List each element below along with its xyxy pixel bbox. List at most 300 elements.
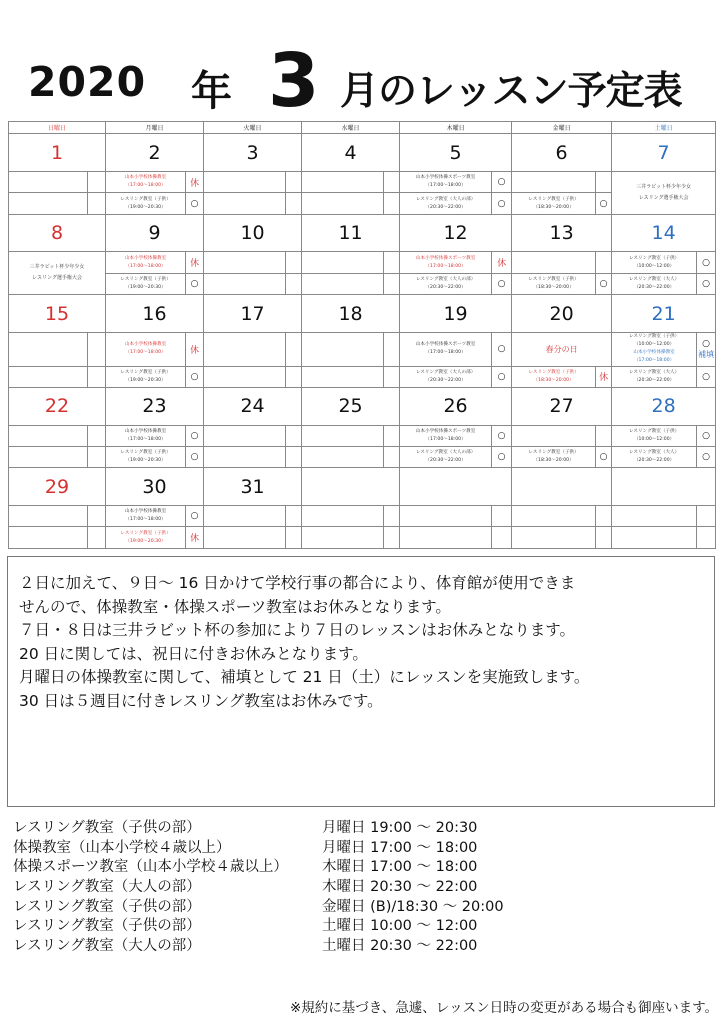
lesson-item [9, 527, 88, 549]
lesson-item [512, 193, 596, 214]
lesson-status [697, 506, 716, 527]
lesson-item [9, 332, 88, 366]
lesson-item [106, 193, 186, 214]
lesson-item [106, 506, 186, 527]
lesson-item [302, 171, 384, 192]
lesson-status [492, 366, 512, 387]
status-mark: ○ [702, 430, 711, 441]
day-number: 18 [302, 295, 400, 333]
lesson-text: レスリング教室（子供） [120, 276, 171, 282]
weekday-header: 火曜日 [204, 122, 302, 134]
notice-line: ７日・８日は三井ラビット杯の参加により７日のレッスンはお休みとなります。 [19, 621, 575, 640]
lesson-status [384, 273, 400, 294]
lesson-status [88, 506, 106, 527]
lesson-status [596, 447, 612, 468]
lesson-text: （20:30～22:00） [633, 458, 675, 464]
day-number [512, 468, 612, 506]
day-number: 2 [106, 134, 204, 172]
notice-line: せんので、体操教室・体操スポーツ教室はお休みとなります。 [19, 597, 451, 616]
schedule-row [13, 839, 713, 859]
lesson-status [492, 425, 512, 446]
lesson-text: （10:00～12:00） [633, 342, 675, 348]
lesson-status [186, 332, 204, 366]
title-year-unit: 年 [191, 67, 232, 115]
lesson-status [286, 447, 302, 468]
schedule-time: 土曜日 10:00 ～ 12:00 [322, 918, 478, 935]
schedule-class: レスリング教室（子供の部） [13, 898, 201, 915]
lesson-item [400, 252, 492, 273]
day-number [400, 468, 512, 506]
lesson-status [492, 527, 512, 549]
lesson-text: レスリング教室（子供） [120, 530, 171, 536]
page-title [0, 38, 724, 124]
lesson-status [492, 252, 512, 273]
weekday-header: 土曜日 [612, 122, 716, 134]
lesson-text: 山本小学校体操スポーツ教室 [415, 175, 476, 181]
notice-line: ２日に加えて、９日～ 16 日かけて学校行事の都合により、体育館が使用できま [19, 574, 576, 592]
lesson-text: （18:30～20:00） [533, 284, 574, 290]
lesson-status [384, 506, 400, 527]
lesson-status [384, 425, 400, 446]
lesson-item [302, 193, 384, 214]
lesson-text: レスリング教室（子供） [120, 450, 171, 456]
status-mark: ○ [702, 257, 711, 268]
schedule-class: 体操スポーツ教室（山本小学校４歳以上） [13, 859, 288, 876]
lesson-text: （17:00～18:00） [125, 350, 166, 356]
status-mark: 休 [599, 373, 609, 384]
lesson-status [492, 447, 512, 468]
schedule-class: レスリング教室（子供の部） [13, 918, 201, 935]
lesson-item [106, 366, 186, 387]
lesson-item [400, 332, 492, 366]
lesson-text: （20:30～22:00） [425, 458, 466, 464]
schedule-class: レスリング教室（大人の部） [13, 938, 201, 955]
lesson-status [492, 506, 512, 527]
lesson-status [186, 171, 204, 192]
lesson-item [512, 171, 596, 192]
lesson-item [302, 425, 384, 446]
weekday-header: 日曜日 [9, 122, 106, 134]
lesson-status [596, 506, 612, 527]
lesson-item [400, 447, 492, 468]
lesson-item [512, 273, 596, 294]
schedule-time: 金曜日 (B)/18:30 ～ 20:00 [322, 898, 504, 915]
day-number: 19 [400, 295, 512, 333]
lesson-status [697, 332, 716, 366]
lesson-status [186, 193, 204, 214]
status-mark: ○ [497, 452, 506, 463]
schedule-row [13, 917, 713, 937]
day-number: 4 [302, 134, 400, 172]
lesson-status [384, 252, 400, 273]
lesson-text: （20:30～22:00） [633, 377, 675, 383]
lesson-item [106, 252, 186, 273]
lesson-item [204, 425, 286, 446]
lesson-status [492, 332, 512, 366]
lesson-item [204, 171, 286, 192]
lesson-item [302, 506, 384, 527]
notice-box [7, 556, 715, 807]
schedule-row [13, 858, 713, 878]
lesson-text: レスリング教室（子供） [628, 255, 680, 261]
status-mark: 休 [190, 259, 200, 270]
lesson-item [9, 425, 88, 446]
status-mark: ○ [497, 430, 506, 441]
day-number: 29 [9, 468, 106, 506]
lesson-text: 山本小学校体操スポーツ教室 [415, 428, 476, 434]
lesson-status [596, 171, 612, 192]
day-number: 27 [512, 387, 612, 425]
schedule-time: 月曜日 17:00 ～ 18:00 [322, 839, 478, 856]
lesson-item [302, 252, 384, 273]
lesson-text: （17:00～18:00） [425, 350, 466, 356]
lesson-text: 山本小学校体操スポーツ教室 [415, 255, 476, 261]
lesson-item [9, 193, 88, 214]
lesson-status [697, 425, 716, 446]
notice-line: 30 日は５週目に付きレスリング教室はお休みです。 [19, 691, 383, 710]
lesson-text: レスリング教室（子供） [628, 428, 680, 434]
lesson-text: （10:00～12:00） [633, 263, 675, 269]
lesson-text: レスリング教室（大人の部） [415, 369, 476, 375]
lesson-text: （18:30～20:00） [533, 377, 574, 383]
lesson-item [400, 527, 492, 549]
lesson-item [204, 447, 286, 468]
lesson-item [204, 273, 286, 294]
status-mark: ○ [497, 198, 506, 209]
day-number: 7 [612, 134, 716, 172]
weekday-header: 水曜日 [302, 122, 400, 134]
lesson-status [492, 171, 512, 192]
day-number: 9 [106, 214, 204, 252]
day-number: 3 [204, 134, 302, 172]
lesson-status [492, 273, 512, 294]
status-mark: ○ [599, 452, 608, 463]
status-mark: ○ [497, 278, 506, 289]
lesson-status [186, 425, 204, 446]
title-year: 2020 [28, 58, 147, 106]
lesson-item [512, 447, 596, 468]
lesson-text: 山本小学校体操教室 [124, 509, 167, 515]
lesson-status [286, 425, 302, 446]
day-number: 20 [512, 295, 612, 333]
day-number: 17 [204, 295, 302, 333]
lesson-status [88, 447, 106, 468]
lesson-status [492, 193, 512, 214]
lesson-status [88, 332, 106, 366]
lesson-item [400, 171, 492, 192]
lesson-item [9, 506, 88, 527]
day-number: 24 [204, 387, 302, 425]
lesson-item [512, 527, 596, 549]
lesson-item [400, 193, 492, 214]
event-line: 三井ラビット杯少年少女 [29, 264, 85, 271]
day-number: 14 [612, 214, 716, 252]
lesson-item [400, 425, 492, 446]
schedule-time: 土曜日 20:30 ～ 22:00 [322, 938, 478, 955]
lesson-text: （10:00～12:00） [633, 436, 675, 442]
lesson-status [697, 527, 716, 549]
lesson-item [204, 506, 286, 527]
lesson-item [612, 506, 697, 527]
schedule-time: 木曜日 20:30 ～ 22:00 [322, 879, 478, 896]
day-number: 15 [9, 295, 106, 333]
lesson-item [106, 527, 186, 549]
day-number [302, 468, 400, 506]
day-number: 8 [9, 214, 106, 252]
lesson-status [88, 527, 106, 549]
lesson-item [512, 366, 596, 387]
lesson-item [204, 193, 286, 214]
status-mark: ○ [190, 511, 199, 522]
title-rest: 月のレッスン予定表 [340, 69, 682, 114]
day-number: 21 [612, 295, 716, 333]
lesson-text: 山本小学校体操教室 [633, 350, 675, 356]
lesson-status [697, 273, 716, 294]
status-mark: 休 [497, 259, 507, 270]
lesson-item [302, 366, 384, 387]
lesson-status [186, 366, 204, 387]
lesson-status [596, 252, 612, 273]
status-mark: ○ [702, 338, 711, 349]
day-number: 13 [512, 214, 612, 252]
lesson-text: （18:30～20:00） [533, 458, 574, 464]
lesson-item [612, 252, 697, 273]
lesson-status [88, 193, 106, 214]
schedule-time: 月曜日 19:00 ～ 20:30 [322, 820, 478, 836]
lesson-item [204, 527, 286, 549]
weekday-header: 月曜日 [106, 122, 204, 134]
lesson-item [612, 366, 697, 387]
lesson-text: （17:00～18:00） [425, 436, 466, 442]
lesson-item [512, 506, 596, 527]
lesson-status [596, 193, 612, 214]
lesson-text: レスリング教室（子供） [120, 196, 171, 202]
lesson-item [106, 425, 186, 446]
day-number: 26 [400, 387, 512, 425]
lesson-status [384, 171, 400, 192]
lesson-text: レスリング教室（大人） [628, 276, 680, 282]
lesson-item [9, 171, 88, 192]
lesson-text: 山本小学校体操教室 [124, 255, 167, 261]
status-mark: ○ [497, 344, 506, 355]
lesson-text: （20:30～22:00） [425, 377, 466, 383]
lesson-status [186, 527, 204, 549]
weekday-header: 木曜日 [400, 122, 512, 134]
status-mark: ○ [190, 371, 199, 382]
lesson-status [384, 527, 400, 549]
lesson-item [302, 332, 384, 366]
day-number: 23 [106, 387, 204, 425]
status-mark: ○ [190, 452, 199, 463]
lesson-status [697, 447, 716, 468]
lesson-text: レスリング教室（子供） [528, 369, 579, 375]
notice-line: 月曜日の体操教室に関して、補填として 21 日（土）にレッスンを実施致します。 [19, 668, 590, 687]
day-number [612, 468, 716, 506]
lesson-text: （19:00～20:30） [125, 458, 166, 464]
lesson-text: レスリング教室（子供） [120, 369, 171, 375]
lesson-item [512, 252, 596, 273]
status-mark: ○ [702, 452, 711, 463]
lesson-status [88, 366, 106, 387]
lesson-text: レスリング教室（大人の部） [415, 276, 476, 282]
day-number: 25 [302, 387, 400, 425]
footer-note: ※規約に基づき、急遽、レッスン日時の変更がある場合も御座います。 [289, 1000, 718, 1016]
lesson-text: （19:00～20:30） [125, 204, 166, 210]
schedule-class: レスリング教室（大人の部） [13, 879, 201, 896]
lesson-text: レスリング教室（大人の部） [415, 450, 476, 456]
status-mark: ○ [599, 198, 608, 209]
status-mark: ○ [190, 430, 199, 441]
lesson-item [302, 447, 384, 468]
lesson-item [512, 425, 596, 446]
lesson-text: レスリング教室（子供） [528, 276, 579, 282]
status-mark: ○ [702, 371, 711, 382]
lesson-item [204, 366, 286, 387]
schedule-row [13, 878, 713, 898]
lesson-status [384, 193, 400, 214]
lesson-text: （17:00～18:00） [125, 517, 166, 523]
lesson-status [286, 366, 302, 387]
lesson-status [384, 332, 400, 366]
schedule-class: 体操教室（山本小学校４歳以上） [13, 839, 231, 856]
event-line: レスリング選手権大会 [638, 194, 689, 201]
lesson-calendar [8, 121, 716, 549]
schedule-time: 木曜日 17:00 ～ 18:00 [322, 859, 478, 876]
status-mark: ○ [497, 177, 506, 188]
lesson-text: （17:00～18:00） [125, 183, 166, 189]
lesson-text: （17:00～18:00） [125, 263, 166, 269]
lesson-status [186, 447, 204, 468]
day-number: 11 [302, 214, 400, 252]
title-month: 3 [268, 38, 320, 124]
lesson-item [400, 366, 492, 387]
lesson-text: （20:30～22:00） [425, 284, 466, 290]
lesson-status [384, 447, 400, 468]
lesson-status [286, 273, 302, 294]
lesson-text: （18:30～20:00） [533, 204, 574, 210]
lesson-text: （17:00～18:00） [633, 358, 675, 364]
lesson-item [612, 447, 697, 468]
lesson-text: レスリング教室（子供） [628, 334, 680, 340]
lesson-text: 山本小学校体操教室 [124, 342, 167, 348]
lesson-item [612, 273, 697, 294]
status-mark: ○ [190, 278, 199, 289]
lesson-item [106, 332, 186, 366]
lesson-item [302, 527, 384, 549]
lesson-status [186, 506, 204, 527]
lesson-status [186, 273, 204, 294]
day-number: 10 [204, 214, 302, 252]
day-number: 30 [106, 468, 204, 506]
lesson-status [286, 527, 302, 549]
schedule-class: レスリング教室（子供の部） [13, 820, 201, 836]
lesson-text: 山本小学校体操教室 [124, 175, 167, 181]
status-mark: ○ [599, 278, 608, 289]
lesson-text: （19:00～20:30） [125, 377, 166, 383]
holiday-label: 春分の日 [512, 332, 612, 366]
lesson-item [106, 447, 186, 468]
lesson-text: 山本小学校体操教室 [124, 428, 167, 434]
day-number: 31 [204, 468, 302, 506]
event-line: 三井ラビット杯少年少女 [636, 183, 691, 190]
schedule-row [13, 898, 713, 918]
status-mark: 休 [190, 345, 200, 356]
lesson-status [88, 171, 106, 192]
lesson-status [596, 425, 612, 446]
lesson-status [697, 366, 716, 387]
day-number: 28 [612, 387, 716, 425]
status-mark: ○ [190, 198, 199, 209]
lesson-text: （20:30～22:00） [633, 284, 675, 290]
lesson-status [286, 252, 302, 273]
status-mark: ○ [497, 371, 506, 382]
lesson-status [186, 252, 204, 273]
event-note [9, 252, 106, 295]
status-mark: ○ [702, 278, 711, 289]
lesson-text: レスリング教室（大人） [628, 369, 680, 375]
lesson-status [596, 273, 612, 294]
lesson-item [9, 447, 88, 468]
lesson-status [596, 366, 612, 387]
status-mark: 休 [190, 534, 200, 545]
lesson-status [596, 527, 612, 549]
lesson-item [204, 332, 286, 366]
lesson-status [384, 366, 400, 387]
lesson-text: レスリング教室（大人） [628, 450, 680, 456]
lesson-item [400, 506, 492, 527]
lesson-item [612, 527, 697, 549]
day-number: 5 [400, 134, 512, 172]
lesson-text: 山本小学校体操スポーツ教室 [415, 342, 476, 348]
lesson-item [612, 332, 697, 366]
lesson-status [286, 506, 302, 527]
lesson-text: （20:30～22:00） [425, 204, 466, 210]
lesson-item [106, 273, 186, 294]
lesson-status [88, 425, 106, 446]
lesson-status [286, 171, 302, 192]
day-number: 1 [9, 134, 106, 172]
lesson-item [9, 366, 88, 387]
lesson-status [697, 252, 716, 273]
lesson-text: レスリング教室（子供） [528, 450, 579, 456]
day-number: 16 [106, 295, 204, 333]
lesson-text: （19:00～20:30） [125, 284, 166, 290]
lesson-item [204, 252, 286, 273]
schedule-row [13, 819, 713, 839]
class-schedule-list [13, 819, 713, 957]
lesson-text: （17:00～18:00） [425, 263, 466, 269]
day-number: 6 [512, 134, 612, 172]
lesson-item [612, 425, 697, 446]
lesson-status [286, 193, 302, 214]
lesson-text: （19:00～20:30） [125, 538, 166, 544]
lesson-text: （17:00～18:00） [425, 183, 466, 189]
status-note: 補填 [698, 349, 715, 359]
schedule-row [13, 937, 713, 957]
weekday-header: 金曜日 [512, 122, 612, 134]
lesson-status [286, 332, 302, 366]
event-line: レスリング選手権大会 [32, 275, 82, 282]
lesson-text: レスリング教室（大人の部） [415, 196, 476, 202]
lesson-text: レスリング教室（子供） [528, 196, 579, 202]
lesson-item [106, 171, 186, 192]
lesson-text: （17:00～18:00） [125, 436, 166, 442]
status-mark: 休 [190, 178, 200, 189]
event-note [612, 171, 716, 214]
day-number: 12 [400, 214, 512, 252]
notice-line: 20 日に関しては、祝日に付きお休みとなります。 [19, 644, 368, 663]
lesson-item [400, 273, 492, 294]
